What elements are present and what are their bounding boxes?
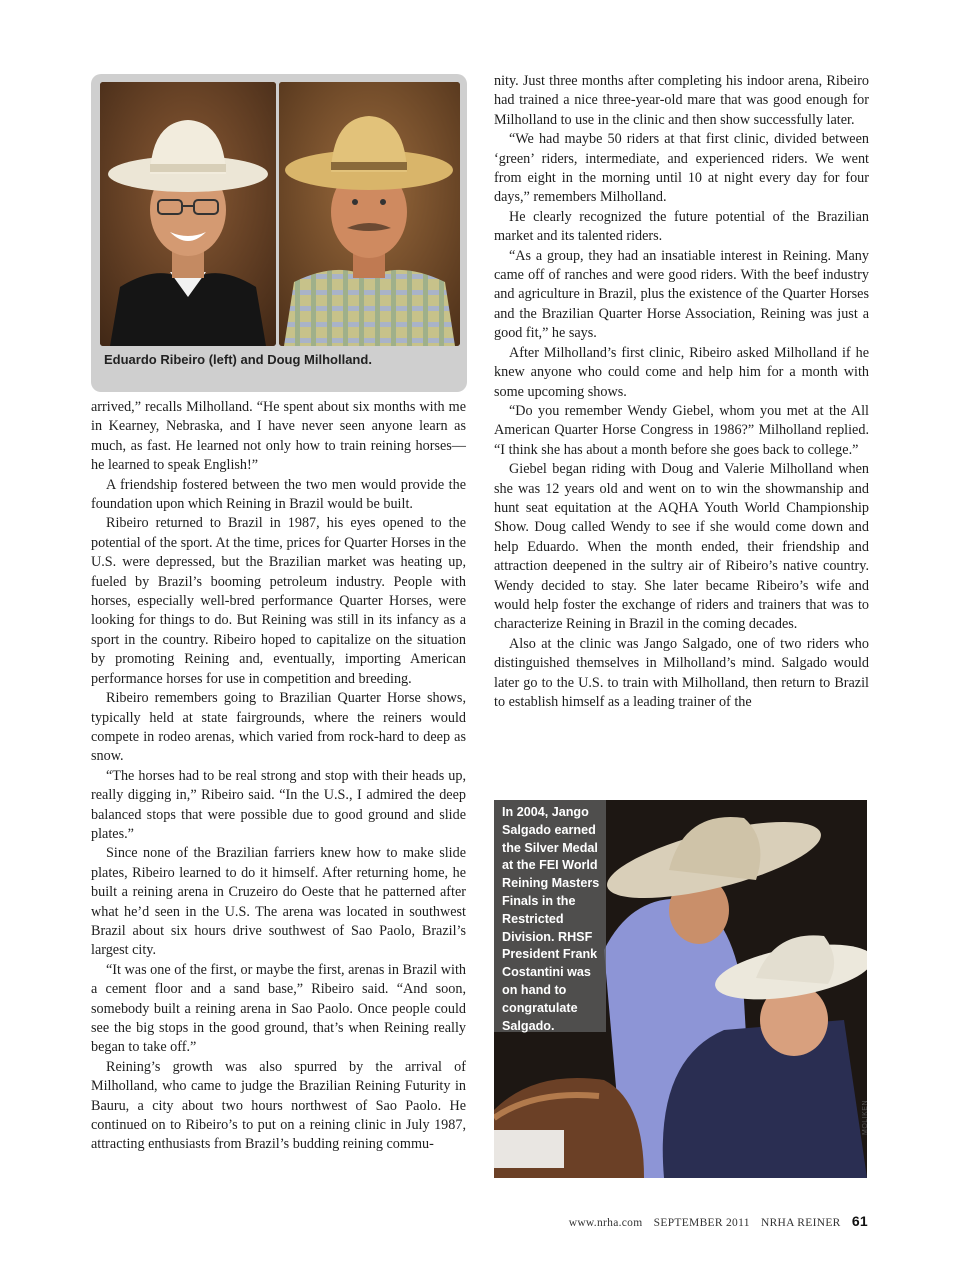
paragraph: A friendship fostered between the two men would provide the foundation upon which Reining in Brazil would be built. bbox=[91, 476, 466, 513]
footer-magazine: NRHA REINER bbox=[760, 1217, 841, 1229]
footer-url: www.nrha.com bbox=[568, 1217, 643, 1229]
eduardo-ribeiro-photo bbox=[100, 82, 276, 346]
salgado-award-photo bbox=[494, 800, 867, 1178]
paragraph: “The horses had to be real strong and stop with their heads up, really digging in,” Ribeiro said. “In the U.S., I admired the deep balanced stops that were possible due to good ground and slide plates.” bbox=[91, 767, 466, 842]
paragraph: “As a group, they had an insatiable interest in Reining. Many came off of ranches and were good riders. With the beef industry and agriculture in Brazil, plus the existence of the Quarter Horses and the Brazilian Quarter Horse Association, Reining was just a good fit,” he says. bbox=[494, 247, 869, 342]
paragraph: Giebel began riding with Doug and Valerie Milholland when she was 12 years old and went on to win the showmanship and hunt seat equitation at the AQHA Youth World Championship Show. Doug called Wendy to see if she would come down and help Eduardo. When the month ended, their friendship and attraction deepened in the sultry air of Ribeiro’s native country. Wendy decided to stay. She later became Ribeiro’s wife and would help foster the exchange of riders and trainers that was to characterize Reining in Brazil in the coming decades. bbox=[494, 461, 869, 633]
paragraph: Also at the clinic was Jango Salgado, one of two riders who distinguished themselves in Milholland’s mind. Salgado would later go to the U.S. to train with Milholland, then return to Brazil to establish himself as a leading trainer of the bbox=[494, 635, 869, 710]
paragraph: arrived,” recalls Milholland. “He spent about six months with me in Kearney, Nebraska, and I have never seen anyone learn as much, as fast. He learned not only how to train reining horses—he learned to speak English!” bbox=[91, 399, 466, 474]
paragraph: He clearly recognized the future potential of the Brazilian market and its talented riders. bbox=[494, 208, 869, 245]
footer-date: SEPTEMBER 2011 bbox=[653, 1217, 750, 1229]
paragraph: After Milholland’s first clinic, Ribeiro asked Milholland if he knew anyone who could come and help him for a month with some upcoming shows. bbox=[494, 344, 869, 400]
article-column-left bbox=[91, 398, 466, 1155]
paragraph: nity. Just three months after completing his indoor arena, Ribeiro had trained a nice three-year-old mare that was good enough for Milholland to use in the clinic and then show successfully later. bbox=[494, 73, 869, 128]
paragraph: Since none of the Brazilian farriers knew how to make slide plates, Ribeiro learned to do it himself. After returning home, he built a reining arena in Cruzeiro do Oeste that he patterned after what he’d seen in the U.S. The arena was located in southwest Brazil about six hours drive southwest of Sao Paolo, Brazil’s largest city. bbox=[91, 845, 466, 959]
paragraph: “We had maybe 50 riders at that first clinic, divided between ‘green’ riders, intermediate, and experienced riders. We went from eight in the morning until 10 at night every day for four days,” remembers Milholland. bbox=[494, 131, 869, 206]
salgado-photo-caption: In 2004, Jango Salgado earned the Silver Medal at the FEI World Reining Masters Finals in the Restricted Division. RHSF President Frank Costantini was on hand to congratulate Salgado. bbox=[494, 800, 606, 1032]
paragraph: Ribeiro returned to Brazil in 1987, his eyes opened to the potential of the sport. At the time, prices for Quarter Horses in the U.S. were depressed, but the Brazilian market was heating up, fueled by Brazil’s booming petroleum industry. People with horses, especially well-bred performance Quarter Horses, were looking for things to do. But Reining was still in its infancy as a sport in the country. Ribeiro hoped to capitalize on the situation by promoting Reining and, eventually, importing American performance horses for use in competition and breeding. bbox=[91, 515, 466, 687]
paragraph: Reining’s growth was also spurred by the arrival of Milholland, who came to judge the Brazilian Reining Futurity in Bauru, a city about two hours northwest of Sao Paolo. He continued on to Ribeiro’s to put on a reining clinic in July 1987, attracting enthusiasts from Brazil’s budding reining commu- bbox=[91, 1058, 466, 1153]
article-column-right bbox=[494, 72, 869, 712]
doug-milholland-photo bbox=[279, 82, 460, 346]
page-number: 61 bbox=[851, 1213, 868, 1229]
photo-panel-caption: Eduardo Ribeiro (left) and Doug Milholland. bbox=[104, 352, 372, 367]
page-footer bbox=[569, 1213, 868, 1229]
paragraph: “It was one of the first, or maybe the first, arenas in Brazil with a cement floor and a sand base,” Ribeiro said. “And soon, somebody built a reining arena in Sao Paolo. Once people could see the big stops in the good ground, that’s when Reining really began to take off.” bbox=[91, 961, 466, 1056]
photo-credit: MOLIKEN bbox=[862, 1099, 869, 1135]
paragraph: “Do you remember Wendy Giebel, whom you met at the All American Quarter Horse Congress in 1986?” Milholland replied. “I think she has about a month before she goes back to college.” bbox=[494, 402, 869, 458]
paragraph: Ribeiro remembers going to Brazilian Quarter Horse shows, typically held at state fairgrounds, where the reiners would compete in rodeo arenas, which varied from rock-hard to deep as snow. bbox=[91, 690, 466, 765]
photo-panel bbox=[91, 74, 467, 392]
